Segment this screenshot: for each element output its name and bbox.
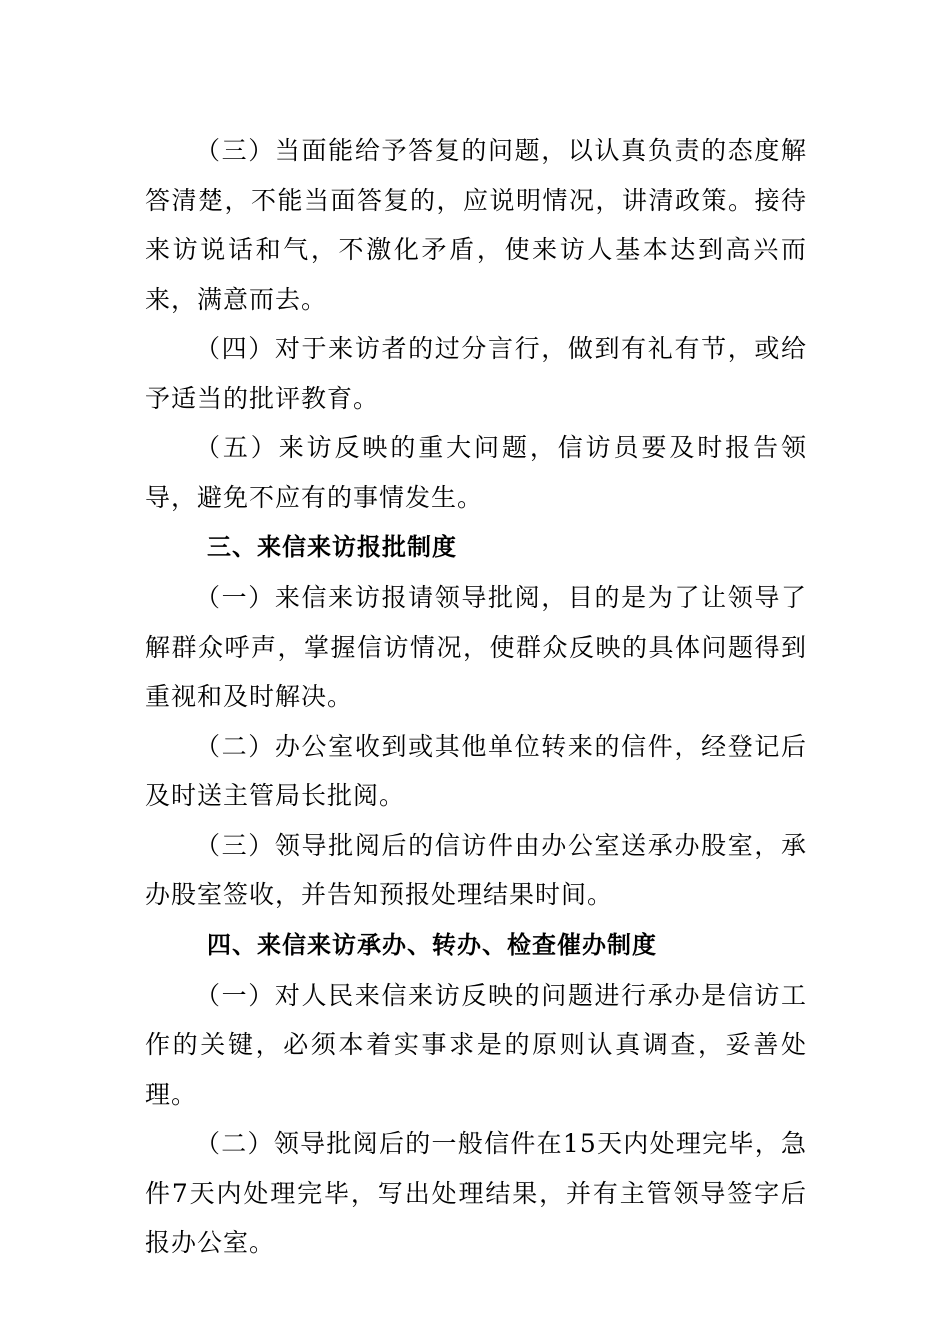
section3-paragraph-1: （一）来信来访报请领导批阅，目的是为了让领导了解群众呼声，掌握信访情况，使群众反映的具体问题得到重视和及时解决。 (145, 583, 807, 711)
section4-paragraph-2: （二）领导批阅后的一般信件在15天内处理完毕，急件7天内处理完毕，写出处理结果，并有主管领导签字后报办公室。 (145, 1129, 807, 1257)
section3-paragraph-2: （二）办公室收到或其他单位转来的信件，经登记后及时送主管局长批阅。 (145, 731, 807, 810)
section3-paragraph-3: （三）领导批阅后的信访件由办公室送承办股室，承办股室签收，并告知预报处理结果时间。 (145, 830, 807, 909)
paragraph-item-5: （五）来访反映的重大问题，信访员要及时报告领导，避免不应有的事情发生。 (145, 433, 807, 512)
paragraph-item-3: （三）当面能给予答复的问题，以认真负责的态度解答清楚，不能当面答复的，应说明情况，讲清政策。接待来访说话和气，不激化矛盾，使来访人基本达到高兴而来，满意而去。 (145, 136, 807, 314)
document-body (145, 126, 807, 1268)
paragraph-item-4: （四）对于来访者的过分言行，做到有礼有节，或给予适当的批评教育。 (145, 334, 807, 413)
section-heading-3: 三、来信来访报批制度 (207, 533, 457, 561)
section-heading-4: 四、来信来访承办、转办、检查催办制度 (207, 930, 657, 959)
section4-paragraph-1: （一）对人民来信来访反映的问题进行承办是信访工作的关键，必须本着实事求是的原则认真调查，妥善处理。 (145, 980, 807, 1109)
